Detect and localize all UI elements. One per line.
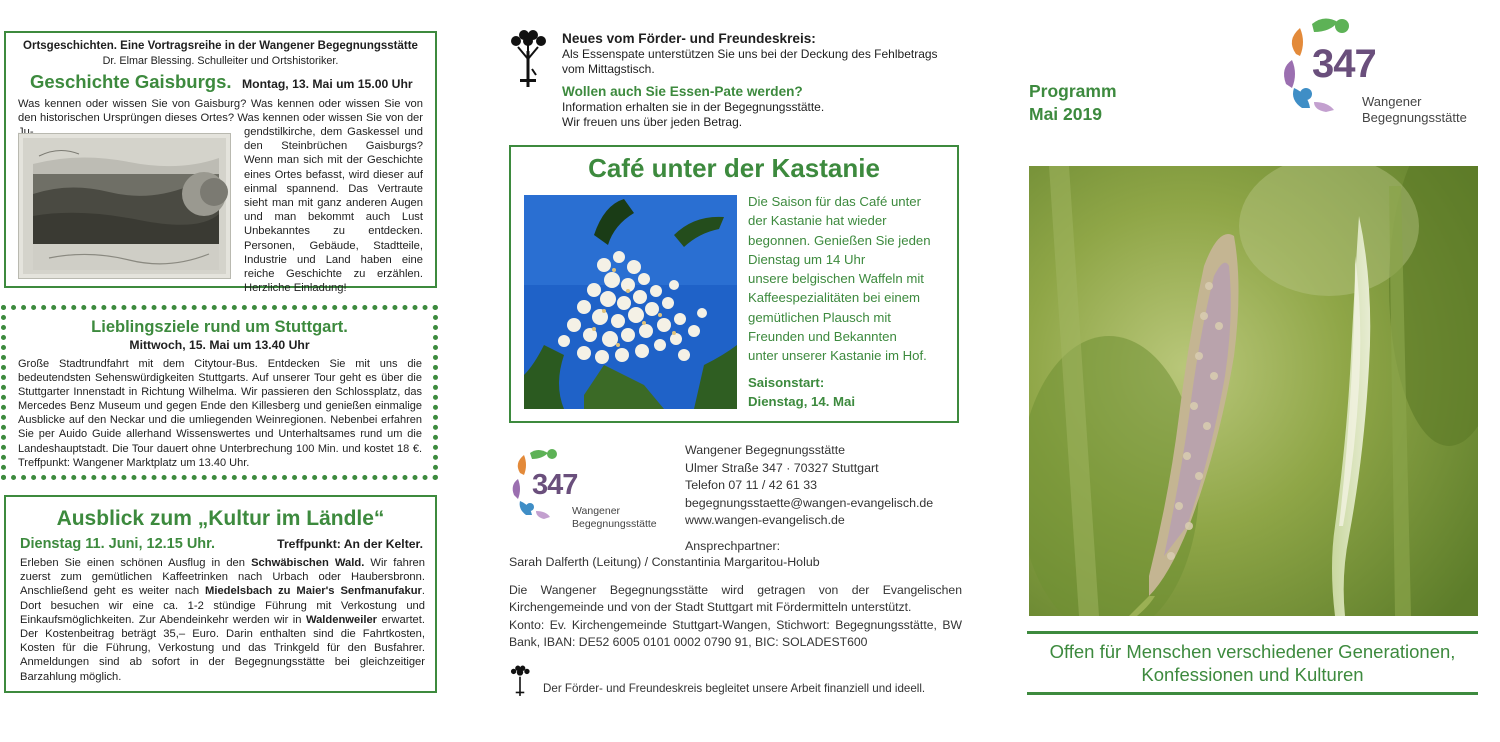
- website-link[interactable]: www.wangen-evangelisch.de: [685, 513, 845, 527]
- speaker: Dr. Elmar Blessing. Schulleiter und Ortshistoriker.: [102, 55, 339, 67]
- program-title: [1029, 80, 1117, 126]
- place-highlight: Schwäbischen Wald.: [251, 557, 365, 569]
- cafe-line: gemütlichen Plausch mit: [748, 309, 891, 325]
- logo-number: 347: [1312, 42, 1376, 86]
- event-date: Mittwoch, 15. Mai um 13.40 Uhr: [129, 338, 310, 352]
- tagline-line: Offen für Menschen verschiedener Generationen,: [1049, 641, 1456, 662]
- gaisburg-text-side: gendstilkirche, dem Gaskessel und den Steinbrüchen Gaisburgs? Wenn man sich mit der Geschichte eines Ortes befasst, wird dieser auf einmal spannend. Das Vertraute sieht man mit ganz anderen Augen und man bekommt auch Lust Unbekanntes zu entdecken. Personen, Gebäude, Stadtteile, Industrie und Land haben eine reiche Geschichte zu erzählen. Herzliche Einladung!: [244, 126, 423, 295]
- logo-line: Wangener: [1362, 94, 1422, 109]
- headline: Lieblingsziele rund um Stuttgart.: [91, 318, 348, 336]
- cafe-text: [748, 192, 953, 411]
- cafe-line: der Kastanie hat wieder: [748, 213, 887, 229]
- tagline-rule-bottom: [1027, 692, 1478, 695]
- laendle-text: [20, 556, 425, 684]
- foerder-section: [562, 31, 982, 130]
- bank-text: Konto: Ev. Kirchengemeinde Stuttgart-Wangen, Stichwort: Begegnungsstätte, BW Bank, IBAN: DE52 6005 0101 0002 0790 91, BIC: SOLADEST600: [509, 618, 962, 650]
- meeting-point: Treffpunkt: An der Kelter.: [277, 537, 423, 551]
- foerder-info: Wir freuen uns über jeden Betrag.: [562, 115, 743, 129]
- place-highlight: Miedelsbach zu Maier's Senfmanufakur: [205, 585, 422, 598]
- cafe-line: Freunden und Bekannten: [748, 329, 897, 345]
- laendle-date-row: [20, 535, 423, 553]
- headline: Ausblick zum „Kultur im Ländle“: [56, 507, 385, 530]
- tagline: [1010, 640, 1495, 686]
- cafe-line: begonnen. Genießen Sie jeden: [748, 232, 931, 248]
- laendle-text-part: Erleben Sie einen schönen Ausflug in den: [20, 557, 252, 569]
- foerder-question: Wollen auch Sie Essen-Pate werden?: [562, 84, 803, 99]
- cafe-box: [509, 145, 959, 423]
- contact-line: Telefon 07 11 / 42 61 33: [685, 478, 818, 492]
- tree-small-icon: [508, 665, 532, 697]
- gaisburg-postcard-image: [18, 133, 231, 279]
- tagline-line: Konfessionen und Kulturen: [1141, 664, 1364, 685]
- logo-line: Begegnungsstätte: [1362, 110, 1467, 125]
- logo-number: 347: [532, 469, 578, 501]
- cafe-line: Die Saison für das Café unter: [748, 194, 921, 209]
- grass-photo: [1029, 166, 1478, 616]
- support-text: Die Wangener Begegnungsstätte wird getragen von der Evangelischen Kirchengemeinde und von der Stadt Stuttgart mit Fördermitteln unterstützt.: [509, 583, 962, 615]
- gaisburg-heading-row: [30, 71, 413, 93]
- email-link[interactable]: begegnungsstaette@wangen-evangelisch.de: [685, 495, 934, 510]
- contact-names: Sarah Dalferth (Leitung) / Constantinia Margaritou-Holub: [509, 555, 820, 569]
- series-title: Ortsgeschichten. Eine Vortragsreihe in der Wangener Begegnungsstätte: [23, 40, 418, 52]
- gaisburg-text-top: Was kennen oder wissen Sie von Gaisburg? Was kennen oder wissen Sie von den historischen Ursprüngen dieses Ortes? Was kennen oder wissen Sie von der: [18, 98, 423, 125]
- logo-line: Wangener: [572, 505, 621, 517]
- season-start-label: Saisonstart:: [748, 374, 825, 390]
- place-highlight: Waldenweiler: [305, 613, 378, 626]
- headline: Café unter der Kastanie: [588, 153, 880, 183]
- contact-block: [685, 442, 933, 555]
- cafe-line: Dienstag um 14 Uhr: [748, 251, 866, 267]
- event-date: Dienstag 11. Juni, 12.15 Uhr.: [20, 536, 216, 552]
- cafe-line: unsere belgischen Waffeln mit: [748, 271, 924, 287]
- stuttgart-text: Große Stadtrundfahrt mit dem Citytour-Bus. Entdecken Sie mit uns die bedeutendsten Sehenswürdigkeiten Stuttgarts. Auf unserer Tour geht es über die Stuttgarter Innenstadt in Richtung Wilhelma. Wir passieren den Schlossplatz, das Mercedes Benz Museum und gegen Ende den Killesberg und genießen einmalige Ausblicke auf den Neckar und die umliegenden Weinregionen. Nebenbei erfahren Sie per Auido Guide allerhand Wissenswertes und Unterhaltsames rund um die Landeshauptstadt. Die Tour dauert ohne Unterbrechung 100 Min. und kostet 18 €. Treffpunkt: Wangener Marktplatz um 13.40 Uhr.: [18, 358, 422, 469]
- laendle-text-part: erwartet. Der Kostenbeitrag beträgt 35,– Euro. Darin enthalten sind die Fahrtkosten, Kosten für die Führung, Verkostung und das Trinkgeld für den Busfahrer. Anmeldungen sind ab sofort in der Begegnungsstätte bei gleichzeitiger Barzahlung möglich.: [20, 613, 425, 683]
- event-date: Montag, 13. Mai um 15.00 Uhr: [241, 77, 413, 91]
- laendle-text-part: Wir fahren zuerst zum gemütlichen Kaffeetrinken nach Urbach oder Haubersbronn. Anschließend geht es weiter nach: [20, 557, 425, 598]
- logo-line: Begegnungsstätte: [572, 518, 657, 530]
- chestnut-blossom-image: [524, 195, 737, 409]
- brand-logo-small: [508, 445, 668, 535]
- contact-line: Ulmer Straße 347 · 70327 Stuttgart: [685, 460, 879, 475]
- cafe-line: unter unserer Kastanie im Hof.: [748, 348, 927, 364]
- laendle-text-part: . Dort besuchen wir eine ca. 1-2 stündige Führung mit Verkostung und Einkaufsmöglichkeiten. Zur Abendeinkehr werden wir in: [20, 585, 425, 626]
- foerder-footer: Der Förder- und Freundeskreis begleitet unsere Arbeit finanziell und ideell.: [543, 682, 926, 695]
- tagline-rule-top: [1027, 631, 1478, 634]
- program-label: Programm: [1029, 81, 1117, 101]
- headline: Geschichte Gaisburgs.: [30, 71, 232, 92]
- program-month: Mai 2019: [1029, 104, 1102, 124]
- foerder-line: vom Mittagstisch.: [562, 62, 655, 76]
- gaisburg-box: [4, 31, 437, 295]
- foerder-line: Als Essenspate unterstützen Sie uns bei der Deckung des Fehlbetrags: [562, 47, 938, 61]
- laendle-box: [4, 495, 437, 693]
- season-start-date: Dienstag, 14. Mai: [748, 393, 856, 409]
- stuttgart-box: [1, 305, 438, 480]
- foerder-title: Neues vom Förder- und Freundeskreis:: [562, 31, 816, 46]
- brand-logo-large: [1278, 14, 1488, 129]
- cafe-line: Kaffeespezialitäten bei einem: [748, 290, 921, 306]
- foerder-info: Information erhalten sie in der Begegnungsstätte.: [562, 100, 825, 114]
- postcard-illustration: [19, 134, 230, 278]
- contact-line: Wangener Begegnungsstätte: [685, 443, 846, 457]
- tree-logo-icon: [508, 29, 548, 89]
- contact-label: Ansprechpartner:: [685, 538, 781, 553]
